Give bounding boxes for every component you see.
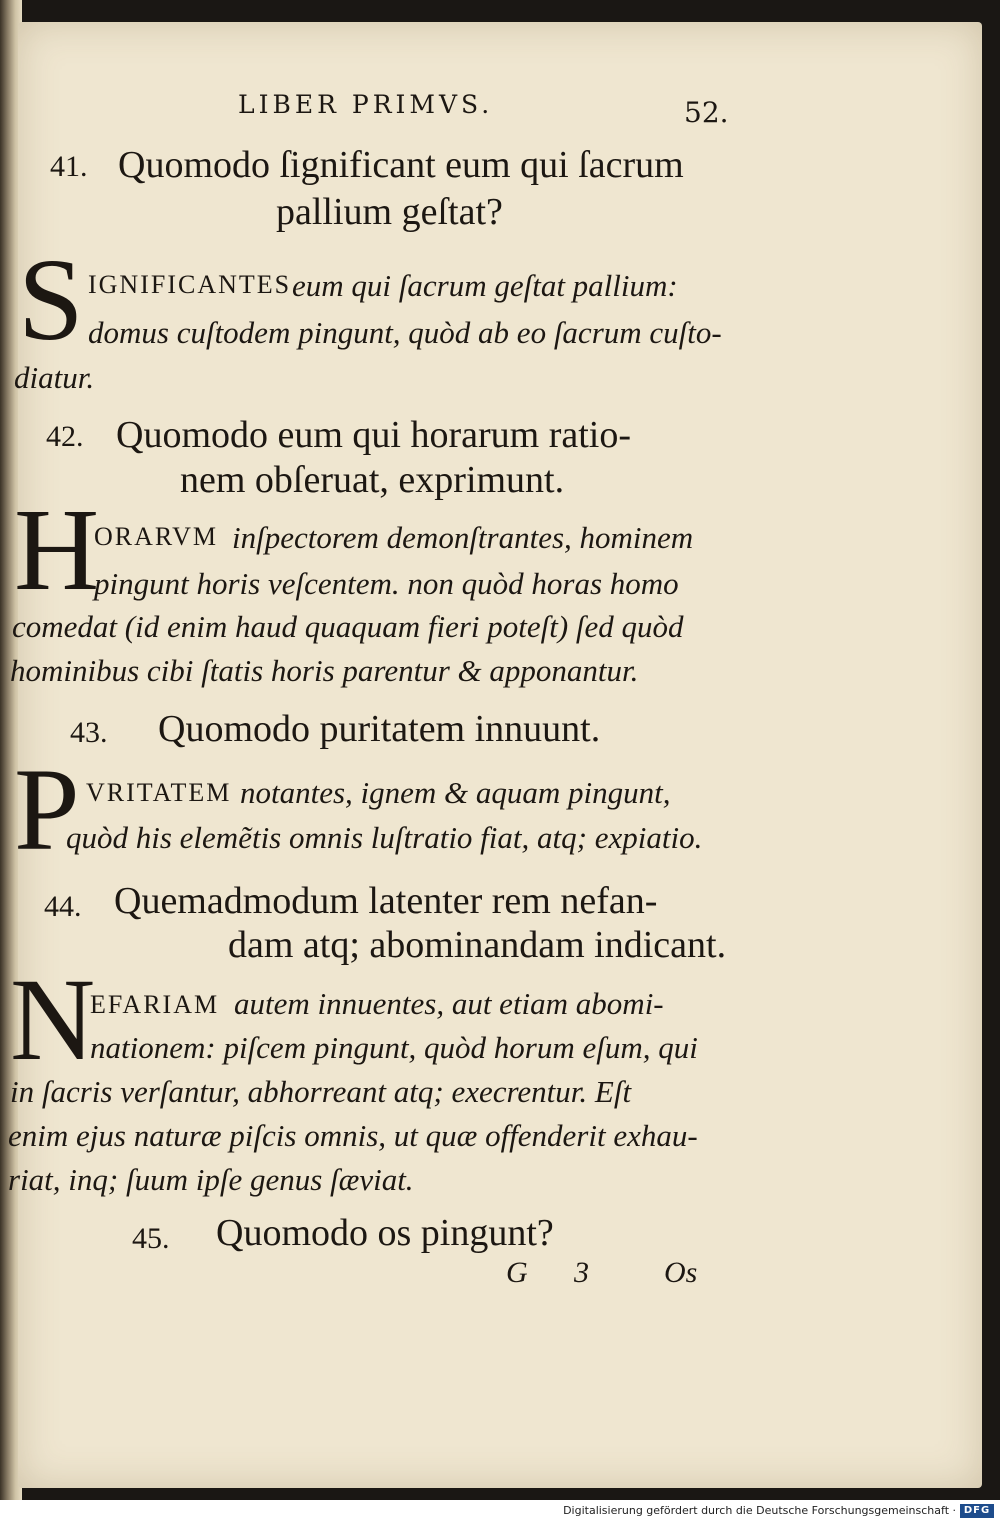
section-44-body-line-1: autem innuentes, aut etiam abomi- xyxy=(234,986,664,1021)
running-head-title: LIBER PRIMVS. xyxy=(238,90,494,119)
section-44-body-line-2: nationem: piſcem pingunt, quòd horum eſum, qui xyxy=(90,1030,698,1065)
section-41-question-line-2: pallium geſtat? xyxy=(276,191,503,233)
section-43-lead-word: VRITATEM xyxy=(86,778,232,807)
section-41-drop-cap: S xyxy=(18,234,84,365)
section-44-number: 44. xyxy=(44,890,82,923)
section-43-body-line-2: quòd his elemẽtis omnis luſtratio fiat, atq; expiatio. xyxy=(66,820,703,855)
section-44-body-line-5: riat, inq; ſuum ipſe genus ſæviat. xyxy=(8,1162,414,1197)
section-42-drop-cap: H xyxy=(14,484,100,615)
section-44-lead-word: EFARIAM xyxy=(90,990,220,1019)
section-41-body-line-2: domus cuſtodem pingunt, quòd ab eo ſacrum cuſto- xyxy=(88,315,722,350)
section-41-body-line-1: eum qui ſacrum geſtat pallium: xyxy=(292,268,678,303)
section-42-body-line-4: hominibus cibi ſtatis horis parentur & apponantur. xyxy=(10,653,639,688)
section-41-question-line-1: Quomodo ſignificant eum qui ſacrum xyxy=(118,144,684,186)
section-44-drop-cap: N xyxy=(10,954,96,1085)
signature-number: 3 xyxy=(574,1256,589,1289)
section-41-number: 41. xyxy=(50,150,88,183)
dfg-logo: DFG xyxy=(960,1504,994,1518)
section-42-question-line-1: Quomodo eum qui horarum ratio- xyxy=(116,414,632,456)
section-42-body-line-3: comedat (id enim haud quaquam fieri poteſt) ſed quòd xyxy=(12,609,684,644)
section-43-number: 43. xyxy=(70,716,108,749)
digitization-credit: Digitalisierung gefördert durch die Deutsche Forschungsgemeinschaft · xyxy=(563,1504,956,1517)
section-45-number: 45. xyxy=(132,1222,170,1255)
section-41-body-line-3: diatur. xyxy=(14,360,95,395)
catchword: Os xyxy=(664,1256,698,1289)
section-44-question-line-1: Quemadmodum latenter rem nefan- xyxy=(114,880,658,922)
section-44-question-line-2: dam atq; abominandam indicant. xyxy=(228,924,727,966)
section-43-drop-cap: P xyxy=(14,744,80,875)
page-number: 52. xyxy=(684,96,729,129)
section-42-lead-word: ORARVM xyxy=(94,522,219,551)
digitization-footer xyxy=(0,1500,1000,1523)
signature-mark: G xyxy=(506,1256,528,1289)
section-43-question-line-1: Quomodo puritatem innuunt. xyxy=(158,708,601,750)
section-41-lead-word: IGNIFICANTES xyxy=(88,270,292,299)
section-44-body-line-3: in ſacris verſantur, abhorreant atq; execrentur. Eſt xyxy=(10,1074,632,1109)
section-45-question-line-1: Quomodo os pingunt? xyxy=(216,1212,554,1254)
section-44-body-line-4: enim ejus naturæ piſcis omnis, ut quæ offenderit exhau- xyxy=(8,1118,698,1153)
section-42-question-line-2: nem obſeruat, exprimunt. xyxy=(180,459,565,501)
section-43-body-line-1: notantes, ignem & aquam pingunt, xyxy=(240,775,671,810)
section-42-body-line-1: inſpectorem demonſtrantes, hominem xyxy=(232,520,694,555)
section-42-number: 42. xyxy=(46,420,84,453)
section-42-body-line-2: pingunt horis veſcentem. non quòd horas homo xyxy=(94,566,679,601)
